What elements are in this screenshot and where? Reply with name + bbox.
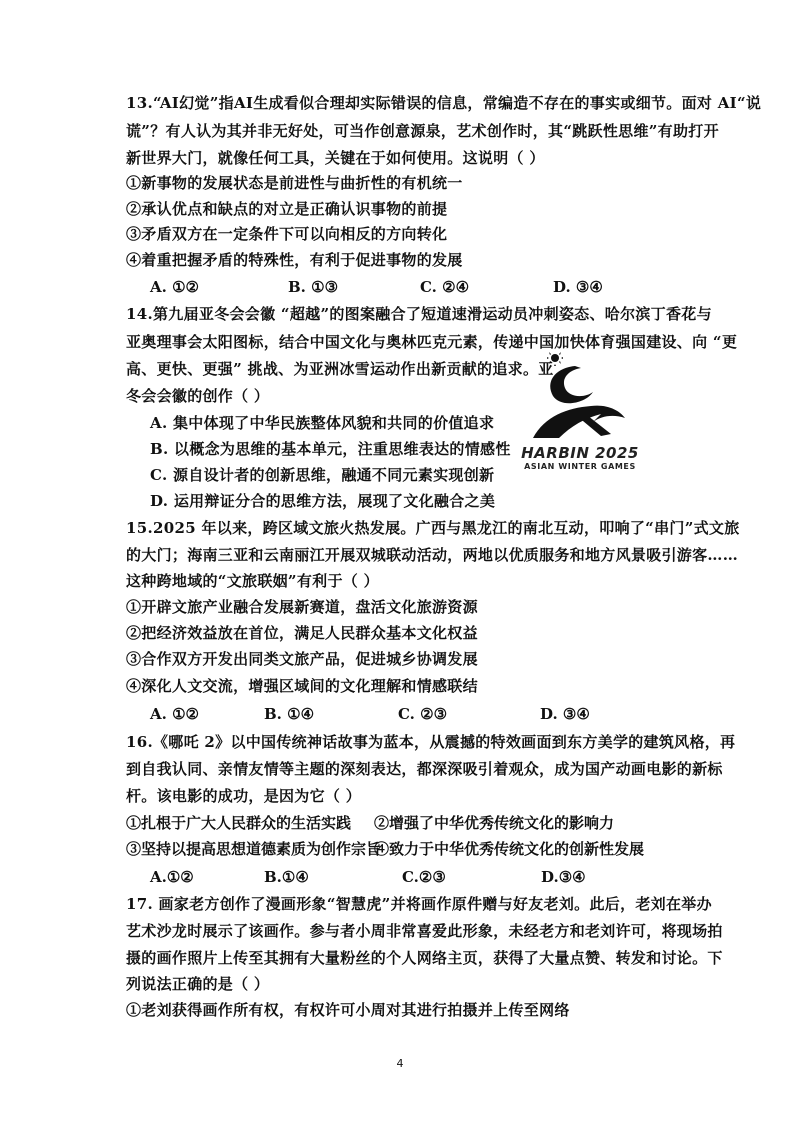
q13-statement-1: ①新事物的发展状态是前进性与曲折性的有机统一 bbox=[126, 174, 463, 192]
skater-swirl-upper bbox=[550, 366, 593, 403]
q13-statement-4: ④着重把握矛盾的特殊性，有利于促进事物的发展 bbox=[126, 251, 463, 269]
q16-statement-2: ②增强了中华优秀传统文化的影响力 bbox=[374, 814, 615, 832]
q16-option-a: A.①② bbox=[150, 868, 194, 886]
q14-option-b: B. 以概念为思维的基本单元，注重思维表达的情感性 bbox=[150, 440, 511, 458]
q15-option-b: B. ①④ bbox=[264, 705, 315, 723]
emblem-title: HARBIN 2025 bbox=[521, 444, 639, 462]
q15-option-a: A. ①② bbox=[150, 705, 199, 723]
q13-option-b: B. ①③ bbox=[288, 278, 339, 296]
q15-statement-1: ①开辟文旅产业融合发展新赛道，盘活文化旅游资源 bbox=[126, 598, 478, 616]
q14-stem-line-2: 亚奥理事会太阳图标，结合中国文化与奥林匹克元素，传递中国加快体育强国建设、向 “更 bbox=[126, 333, 738, 351]
q13-option-a: A. ①② bbox=[150, 278, 199, 296]
emblem-subtitle: ASIAN WINTER GAMES bbox=[524, 462, 636, 471]
q17-statement-1: ①老刘获得画作所有权，有权许可小周对其进行拍摄并上传至网络 bbox=[126, 1001, 570, 1019]
q15-stem-line-3: 这种跨地域的“文旅联姻”有利于（ ） bbox=[126, 572, 379, 590]
q17-stem-line-2: 艺术沙龙时展示了该画作。参与者小周非常喜爱此形象，未经老方和老刘许可，将现场拍 bbox=[126, 922, 723, 940]
q16-option-b: B.①④ bbox=[264, 868, 309, 886]
q17-stem-line-3: 摄的画作照片上传至其拥有大量粉丝的个人网络主页，获得了大量点赞、转发和讨论。下 bbox=[126, 949, 723, 967]
q13-option-d: D. ③④ bbox=[553, 278, 603, 296]
skater-swirl-lower bbox=[533, 406, 625, 438]
q15-stem-line-1: 15.2025 年以来，跨区域文旅火热发展。广西与黑龙江的南北互动，叩响了“串门”式文旅 bbox=[126, 519, 740, 537]
q14-option-a: A. 集中体现了中华民族整体风貌和共同的价值追求 bbox=[150, 414, 495, 432]
q15-statement-3: ③合作双方开发出同类文旅产品，促进城乡协调发展 bbox=[126, 650, 478, 668]
q15-option-c: C. ②③ bbox=[398, 705, 448, 723]
q14-option-c: C. 源自设计者的创新思维，融通不同元素实现创新 bbox=[150, 466, 495, 484]
q14-stem-line-1: 14.第九届亚冬会会徽 “超越”的图案融合了短道速滑运动员冲刺姿态、哈尔滨丁香花与 bbox=[126, 305, 712, 323]
q16-option-c: C.②③ bbox=[402, 868, 446, 886]
emblem-graphic bbox=[515, 352, 645, 442]
harbin-2025-emblem bbox=[515, 352, 645, 477]
q13-stem-line-1: 13.“AI幻觉”指AI生成看似合理却实际错误的信息，常编造不存在的事实或细节。面对 AI“说 bbox=[126, 94, 762, 112]
q16-option-d: D.③④ bbox=[541, 868, 586, 886]
q14-stem-line-3: 高、更快、更强” 挑战、为亚洲冰雪运动作出新贡献的追求。亚 bbox=[126, 360, 554, 378]
q15-option-d: D. ③④ bbox=[540, 705, 590, 723]
q15-statement-2: ②把经济效益放在首位，满足人民群众基本文化权益 bbox=[126, 624, 478, 642]
sun-icon bbox=[547, 352, 563, 366]
page-number: 4 bbox=[396, 1057, 404, 1070]
q16-statement-1: ①扎根于广大人民群众的生活实践 bbox=[126, 814, 352, 832]
q16-statement-4: ④致力于中华优秀传统文化的创新性发展 bbox=[374, 840, 645, 858]
q16-stem-line-1: 16.《哪吒 2》以中国传统神话故事为蓝本，从震撼的特效画面到东方美学的建筑风格，再 bbox=[126, 733, 736, 751]
q16-stem-line-3: 杆。该电影的成功，是因为它（ ） bbox=[126, 787, 362, 805]
q15-stem-line-2: 的大门；海南三亚和云南丽江开展双城联动活动，两地以优质服务和地方风景吸引游客…… bbox=[126, 546, 739, 564]
q13-stem-line-3: 新世界大门，就像任何工具，关键在于如何使用。这说明（ ） bbox=[126, 149, 545, 167]
q16-statement-3: ③坚持以提高思想道德素质为创作宗旨 bbox=[126, 840, 382, 858]
q14-stem-line-4: 冬会会徽的创作（ ） bbox=[126, 387, 270, 405]
q16-stem-line-2: 到自我认同、亲情友情等主题的深刻表达，都深深吸引着观众，成为国产动画电影的新标 bbox=[126, 760, 723, 778]
q13-stem-line-2: 谎”？有人认为其并非无好处，可当作创意源泉，艺术创作时，其“跳跃性思维”有助打开 bbox=[126, 122, 719, 140]
q13-statement-3: ③矛盾双方在一定条件下可以向相反的方向转化 bbox=[126, 225, 448, 243]
q17-stem-line-4: 列说法正确的是（ ） bbox=[126, 975, 270, 993]
q17-stem-line-1: 17. 画家老方创作了漫画形象“智慧虎”并将画作原件赠与好友老刘。此后，老刘在举办 bbox=[126, 895, 712, 913]
q13-option-c: C. ②④ bbox=[420, 278, 470, 296]
q15-statement-4: ④深化人文交流，增强区域间的文化理解和情感联结 bbox=[126, 677, 478, 695]
q14-option-d: D. 运用辩证分合的思维方法，展现了文化融合之美 bbox=[150, 492, 496, 510]
q13-statement-2: ②承认优点和缺点的对立是正确认识事物的前提 bbox=[126, 200, 448, 218]
